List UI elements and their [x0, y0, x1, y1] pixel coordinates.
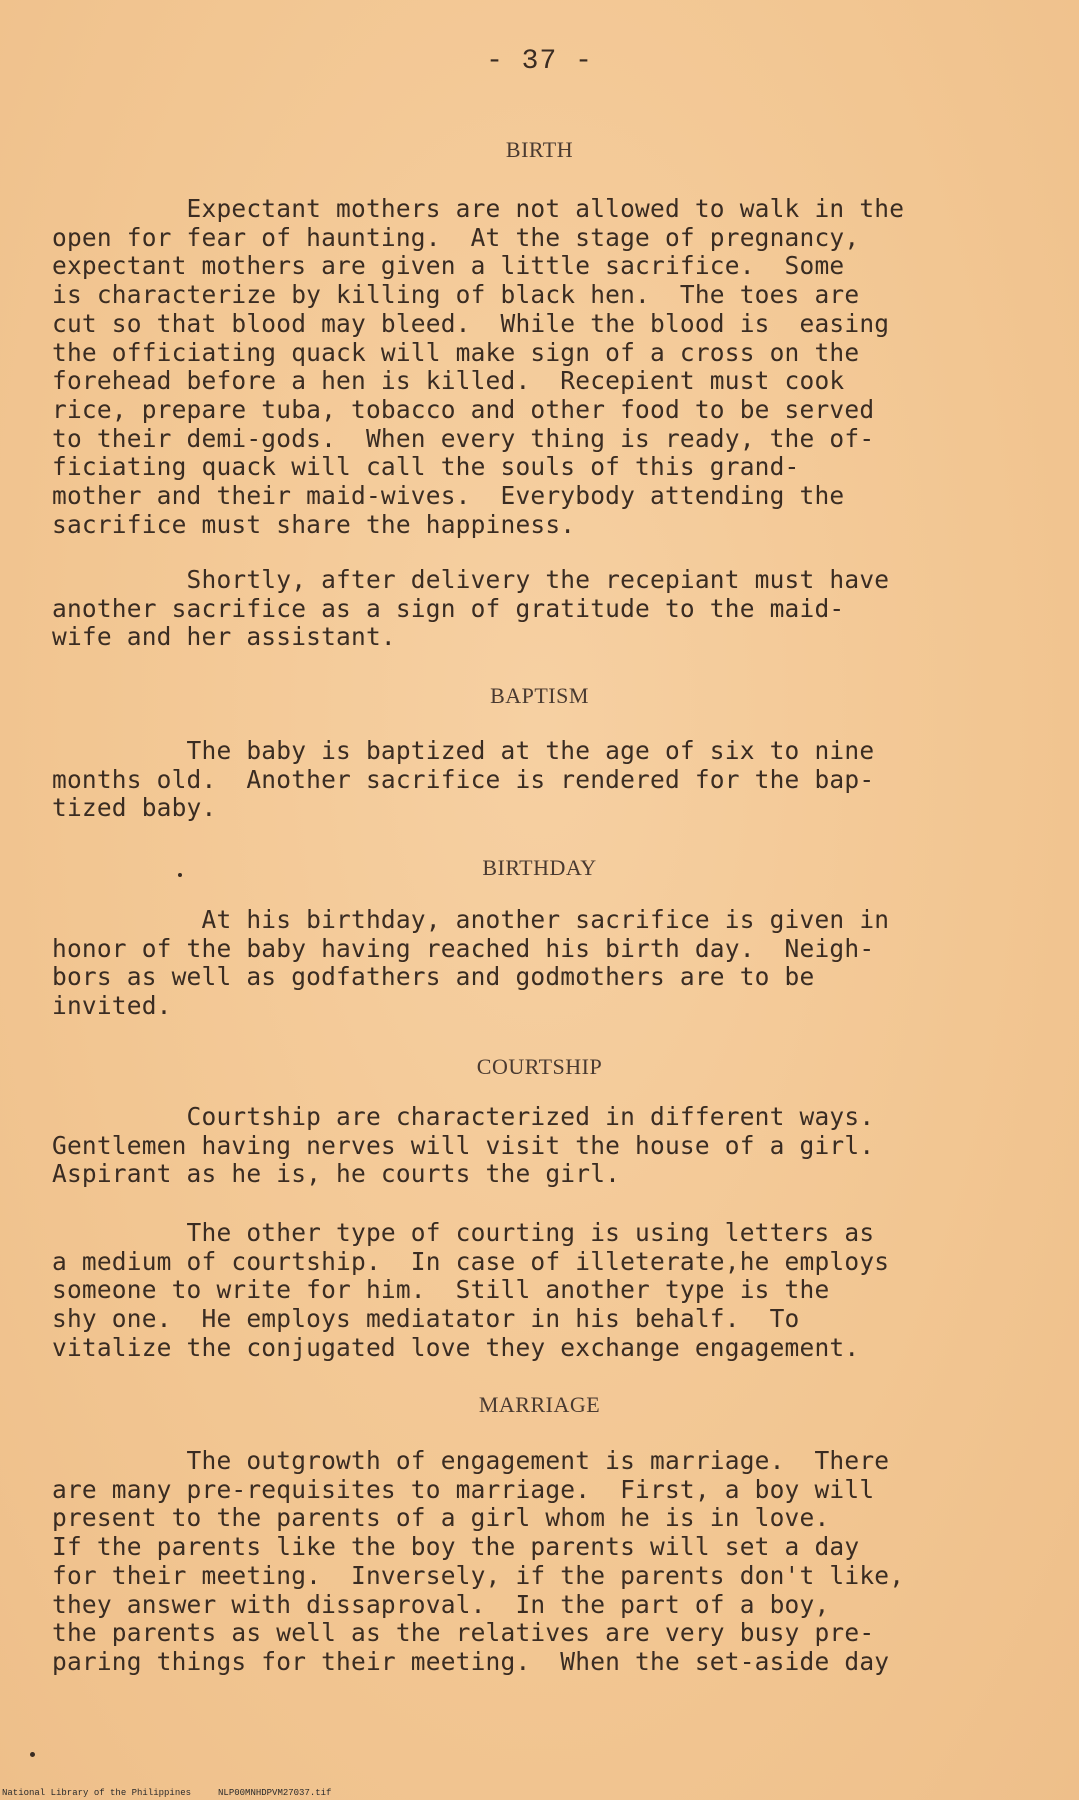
paragraph-birth-2: Shortly, after delivery the recepiant must have another sacrifice as a sign of gratitude to the maid- wife and her assistant.: [52, 565, 890, 652]
heading-baptism: BAPTISM: [490, 683, 589, 708]
heading-birthday: BIRTHDAY: [482, 855, 597, 880]
paragraph-courtship-1: Courtship are characterized in different ways. Gentlemen having nerves will visit the house of a girl. Aspirant as he is, he courts the girl.: [52, 1102, 875, 1189]
paragraph-baptism: The baby is baptized at the age of six to nine months old. Another sacrifice is rendered for the bap- tized baby.: [52, 736, 875, 823]
ink-speck: [30, 1752, 35, 1757]
footer-source: National Library of the Philippines NLP00MNHDPVM27037.tif: [2, 1788, 332, 1798]
paragraph-birthday: At his birthday, another sacrifice is given in honor of the baby having reached his birth day. Neigh- bors as well as godfathers and godmothers are to be invited.: [52, 905, 890, 1021]
paragraph-birth-1: Expectant mothers are not allowed to walk in the open for fear of haunting. At the stage of pregnancy, expectant mothers are given a little sacrifice. Some is characterize by killing of black hen. The toes are cut so that blood may bleed. While the blood is easing the officiating quack will make sign of a cross on the forehead before a hen is killed. Recepient must cook rice, prepare tuba, tobacco and other food to be served to their demi-gods. When every thing is ready, the of- ficiating quack will call the souls of this grand- mother and their maid-wives. Everybody attending the sacrifice must share the happiness.: [52, 194, 905, 539]
heading-courtship: COURTSHIP: [476, 1054, 603, 1079]
heading-marriage: MARRIAGE: [478, 1392, 601, 1417]
paragraph-marriage: The outgrowth of engagement is marriage. There are many pre-requisites to marriage. First, a boy will present to the parents of a girl whom he is in love. If the parents like the boy the parents will set a day for their meeting. Inversely, if the parents don't like, they answer with dissaproval. In the part of a boy, the parents as well as the relatives are very busy pre- paring things for their meeting. When the set-aside day: [52, 1446, 905, 1676]
page-number: - 37 -: [486, 46, 593, 77]
ink-speck: [178, 873, 182, 877]
heading-birth: BIRTH: [505, 137, 574, 162]
paragraph-courtship-2: The other type of courting is using letters as a medium of courtship. In case of illeterate,he employs someone to write for him. Still another type is the shy one. He employs mediatator in his behalf. To vitalize the conjugated love they exchange engagement.: [52, 1218, 890, 1362]
